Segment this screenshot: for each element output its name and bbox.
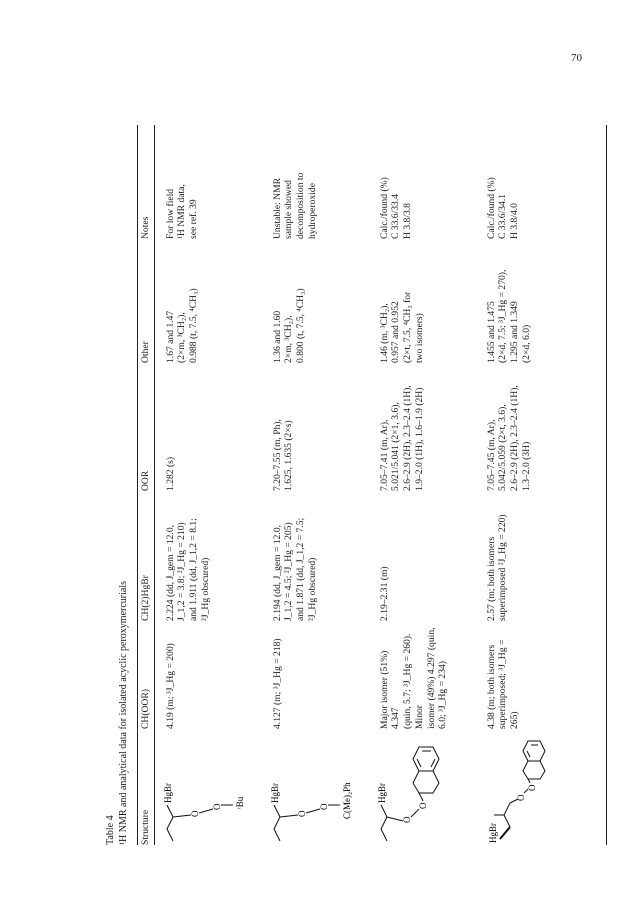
- cell-line: 5.042/5.059 (2×t, 3.6),: [497, 404, 509, 491]
- cell-line: H 3.8/3.8: [402, 203, 414, 239]
- cell-line: Unstable: NMR: [271, 177, 283, 239]
- cell-line: 7.05–7.45 (m, Ar),: [485, 419, 497, 491]
- cell-line: 2.19–2.31 (m): [378, 566, 390, 621]
- cell-line: see ref. 39: [188, 199, 200, 239]
- cell-line: H 3.8/4.0: [509, 203, 521, 239]
- cell-line: (2×d, 6.0): [520, 324, 532, 363]
- cell-line: 0.988 (t, 7.5, ⁴CH₃): [188, 288, 200, 363]
- cell-line: hydroperoxide: [306, 183, 318, 239]
- cell-line: ¹H NMR data,: [176, 184, 188, 239]
- cell-line: ²J_Hg obscured): [199, 557, 211, 621]
- structure-cumyl-peroxide: [269, 735, 364, 845]
- cell-line: C 33.6/33.4: [390, 193, 402, 239]
- cell-line: superimposed ²J_Hg = 220): [497, 514, 509, 621]
- cell-line: 1.46 (m, ³CH₂),: [378, 303, 390, 363]
- structure-label: HgBr: [162, 783, 173, 803]
- cell-line: 6.0; ³J_Hg = 234): [437, 661, 449, 729]
- cell-line: and 1.871 (dd, J_1,2 = 7.5;: [295, 517, 307, 621]
- cell-line: Major isomer (51%) 4.347: [378, 650, 402, 729]
- structure-label: O: [296, 810, 307, 817]
- structure-label: O: [526, 784, 537, 791]
- cell-line: 1.36 and 1.60: [271, 310, 283, 363]
- col-header-notes: Notes: [140, 216, 151, 239]
- structure-drawing: [376, 735, 471, 845]
- structure-tetralinyl-peroxide: [376, 735, 471, 845]
- structure-label: O: [417, 802, 428, 809]
- structure-label: HgBr: [269, 783, 280, 803]
- table-rule-bottom: [606, 125, 607, 845]
- table-rule-top: [137, 125, 138, 845]
- cell-line: 7.05–7.41 (m, Ar),: [378, 419, 390, 491]
- cell-line: sample showed: [283, 180, 295, 239]
- cell-line: 1.625, 1.635 (2×s): [283, 420, 295, 491]
- cell-line: (2×m, ³CH₂),: [176, 312, 188, 363]
- cell-line: 4.19 (m; ³J_Hg = 200): [164, 643, 176, 729]
- cell-line: (quin, 5.7; ³J_Hg = 260). Minor: [402, 633, 425, 729]
- cell-line: 0.957 and 0.952: [390, 301, 402, 363]
- col-header-oor: OOR: [140, 470, 151, 491]
- cell-line: 4.127 (m; ³J_Hg = 218): [271, 638, 283, 729]
- cell-line: 2.6–2.9 (2H), 2.3–2.4 (1H),: [402, 385, 414, 491]
- cell-line: J_1,2 = 4.5; ²J_Hg = 205): [283, 522, 295, 621]
- cell-line: 2×m, ³CH₂),: [283, 315, 295, 363]
- cell-line: isomer (49%) 4.297 (quin,: [425, 627, 437, 729]
- structure-secondary-tetralinyl-peroxide: [486, 735, 578, 845]
- structure-label: O: [189, 810, 200, 817]
- cell-line: (2×t, 7.5, ⁴CH₃ for: [402, 291, 414, 363]
- cell-line: two isomers): [413, 313, 425, 363]
- nmr-data-table: [140, 125, 586, 845]
- cell-line: ²J_Hg obscured): [306, 557, 318, 621]
- cell-line: superimposed; ³J_Hg = 265): [497, 639, 521, 729]
- cell-line: 1.282 (s): [164, 456, 176, 491]
- table-title: Table 4: [105, 815, 116, 845]
- structure-label: C(Me)₂Ph: [341, 782, 352, 819]
- col-header-structure: Structure: [140, 809, 151, 845]
- cell-line: For low field: [164, 188, 176, 239]
- structure-tbu-peroxide: [162, 735, 257, 845]
- table-row: [372, 125, 479, 845]
- table-caption: [104, 581, 130, 845]
- col-header-ch2hgbr: CH(2)HgBr: [140, 575, 151, 621]
- cell-line: Calc./found (%): [485, 177, 497, 239]
- structure-label: O: [318, 803, 329, 810]
- cell-line: 1.3–2.0 (3H): [520, 441, 532, 491]
- table-caption-text: ¹H NMR and analytical data for isolated acyclic peroxymercurials: [118, 580, 129, 845]
- col-header-other: Other: [140, 341, 151, 363]
- cell-line: J_1,2 = 3.8; ²J_Hg = 210): [176, 522, 188, 621]
- cell-line: 1.455 and 1.475: [485, 301, 497, 363]
- rotated-table-frame: [104, 125, 609, 845]
- cell-line: 1.9–2.0 (1H), 1.6–1.9 (2H): [413, 387, 425, 491]
- cell-line: 2.57 (m; both isomers: [485, 536, 497, 621]
- cell-line: 2.194 (dd, J_gem = 12.0,: [271, 524, 283, 621]
- structure-label: O: [211, 803, 222, 810]
- structure-drawing: [269, 735, 362, 845]
- cell-line: 1.295 and 1.349: [509, 301, 521, 363]
- cell-line: Calc./found (%): [378, 177, 390, 239]
- page-number: 70: [571, 52, 582, 64]
- cell-line: (2×d, 7.5; ³J_Hg = 270),: [497, 269, 509, 363]
- cell-line: and 1.911 (dd, J_1,2 = 8.1;: [188, 518, 200, 621]
- col-header-ch-oor: CH(OOR): [140, 689, 151, 729]
- cell-line: 0.800 (t, 7.5, ⁴CH₃): [295, 288, 307, 363]
- cell-line: 4.38 (m; both isomers: [485, 644, 497, 729]
- structure-label: HgBr: [487, 823, 498, 843]
- table-row: [158, 125, 265, 845]
- cell-line: 2.6–2.9 (2H), 2.3–2.4 (1H),: [509, 385, 521, 491]
- table-row: [479, 125, 586, 845]
- structure-drawing: [162, 735, 255, 845]
- cell-line: decomposition to: [295, 172, 307, 239]
- cell-line: 5.021/5.041 (2×1, 3.6),: [390, 402, 402, 491]
- structure-label: HgBr: [376, 783, 387, 803]
- structure-label: ᵗBu: [234, 796, 245, 809]
- structure-label: O: [515, 794, 526, 801]
- cell-line: 2.224 (dd, J_gem = 12.0,: [164, 524, 176, 621]
- structure-label: O: [401, 816, 412, 823]
- table-row: [265, 125, 372, 845]
- cell-line: C 33.6/34.1: [497, 193, 509, 239]
- structure-drawing: [486, 735, 578, 845]
- cell-line: 1.67 and 1.47: [164, 310, 176, 363]
- table-header-row: [140, 125, 158, 845]
- cell-line: 7.20–7.55 (m, Ph),: [271, 419, 283, 491]
